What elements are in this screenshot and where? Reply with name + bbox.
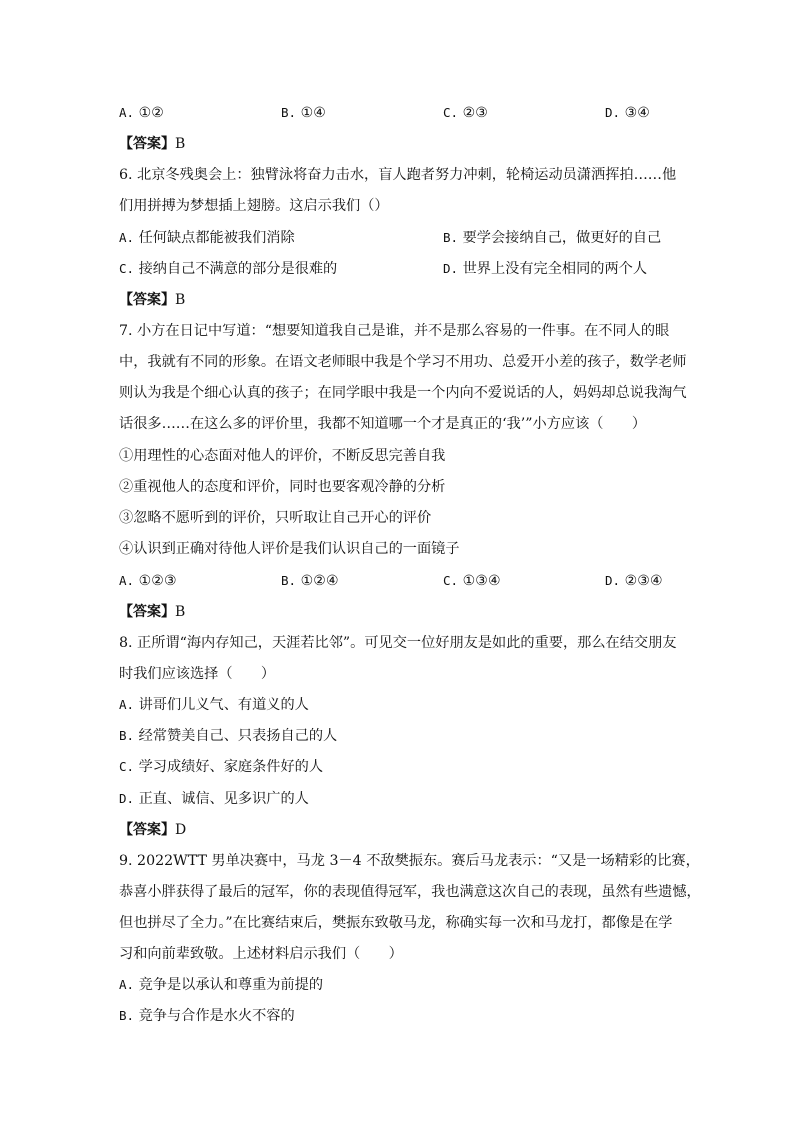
q7-item-2: ②重视他人的态度和评价，同时也要客观冷静的分析 xyxy=(119,479,446,495)
option-text: 正直、诚信、见多识广的人 xyxy=(138,791,309,807)
option-label: A. xyxy=(119,573,135,588)
q6-stem-line-1: 6. 北京冬残奥会上：独臂泳将奋力击水，盲人跑者努力冲刺，轮椅运动员潇洒挥拍……他 xyxy=(119,167,677,183)
q6-option-d xyxy=(443,259,647,279)
option-text: ③④ xyxy=(624,105,651,121)
q8-answer xyxy=(119,820,186,840)
option-text: ①②③ xyxy=(138,573,177,589)
option-text: 世界上没有完全相同的两个人 xyxy=(462,261,648,277)
option-label: B. xyxy=(119,728,135,743)
answer-label: 【答案】 xyxy=(119,136,175,152)
q9-option-a xyxy=(119,975,323,995)
option-text: ②③④ xyxy=(624,573,663,589)
option-label: C. xyxy=(443,573,459,588)
q7-option-a xyxy=(119,571,177,591)
option-label: D. xyxy=(119,791,135,806)
option-label: C. xyxy=(119,261,135,276)
q7-item-4: ④认识到正确对待他人评价是我们认识自己的一面镜子 xyxy=(119,541,460,557)
answer-value: B xyxy=(175,604,186,620)
option-label: C. xyxy=(119,759,135,774)
q8-option-c xyxy=(119,757,323,777)
option-label: B. xyxy=(281,105,297,120)
q7-option-b xyxy=(281,571,339,591)
q7-stem-line-4: 话很多……在这么多的评价里，我都不知道哪一个才是真正的‘我’”小方应该（ ） xyxy=(119,416,647,432)
q5-option-b xyxy=(281,103,326,123)
option-text: ②③ xyxy=(462,105,489,121)
answer-value: B xyxy=(175,136,186,152)
answer-value: B xyxy=(175,292,186,308)
q7-option-d xyxy=(605,571,663,591)
option-label: B. xyxy=(119,1008,135,1023)
q7-stem-line-3: 则认为我是个细心认真的孩子；在同学眼中我是一个内向不爱说话的人，妈妈却总说我淘气 xyxy=(119,385,687,401)
answer-label: 【答案】 xyxy=(119,292,175,308)
option-text: 讲哥们儿义气、有道义的人 xyxy=(138,697,309,713)
q5-option-c xyxy=(443,103,488,123)
option-text: 任何缺点都能被我们消除 xyxy=(138,230,295,246)
q7-stem-line-1: 7. 小方在日记中写道：“想要知道我自己是谁，并不是那么容易的一件事。在不同人的眼 xyxy=(119,323,670,339)
q5-option-a xyxy=(119,103,164,123)
option-text: 竞争与合作是水火不容的 xyxy=(138,1008,295,1024)
answer-label: 【答案】 xyxy=(119,822,175,838)
q9-stem-line-4: 习和向前辈致敬。上述材料启示我们（ ） xyxy=(119,946,403,962)
q7-item-3: ③忽略不愿听到的评价，只听取让自己开心的评价 xyxy=(119,510,432,526)
q6-option-c xyxy=(119,259,337,279)
q9-stem-line-3: 但也拼尽了全力。”在比赛结束后，樊振东致敬马龙，称确实每一次和马龙打，都像是在学 xyxy=(119,915,673,931)
q7-stem-line-2: 中，我就有不同的形象。在语文老师眼中我是个学习不用功、总爱开小差的孩子，数学老师 xyxy=(119,354,687,370)
option-text: ①③④ xyxy=(462,573,501,589)
option-text: 要学会接纳自己，做更好的自己 xyxy=(462,230,662,246)
q8-option-b xyxy=(119,726,337,746)
option-text: 竞争是以承认和尊重为前提的 xyxy=(138,977,324,993)
option-label: D. xyxy=(605,105,621,120)
answer-value: D xyxy=(175,822,187,838)
option-label: B. xyxy=(281,573,297,588)
option-label: C. xyxy=(443,105,459,120)
q9-stem-line-1: 9. 2022WTT 男单决赛中，马龙 3－4 不敌樊振东。赛后马龙表示：“又是一场精彩的比赛， xyxy=(119,853,700,869)
option-label: A. xyxy=(119,697,135,712)
q5-option-d xyxy=(605,103,650,123)
option-text: 经常赞美自己、只表扬自己的人 xyxy=(138,728,338,744)
q7-item-1: ①用理性的心态面对他人的评价，不断反思完善自我 xyxy=(119,448,446,464)
q6-option-b xyxy=(443,228,661,248)
q6-answer xyxy=(119,290,185,310)
q8-stem-line-2: 时我们应该选择（ ） xyxy=(119,666,276,682)
q8-stem-line-1: 8. 正所谓“海内存知己，天涯若比邻”。可见交一位好朋友是如此的重要，那么在结交朋友 xyxy=(119,635,677,651)
option-label: D. xyxy=(443,261,459,276)
option-label: D. xyxy=(605,573,621,588)
q6-option-a xyxy=(119,228,295,248)
option-label: A. xyxy=(119,105,135,120)
option-text: ①④ xyxy=(300,105,327,121)
option-text: ①② xyxy=(138,105,165,121)
q5-answer xyxy=(119,134,185,154)
q7-option-c xyxy=(443,571,501,591)
q6-stem-line-2: 们用拼搏为梦想插上翅膀。这启示我们（） xyxy=(119,198,389,214)
option-text: 学习成绩好、家庭条件好的人 xyxy=(138,759,324,775)
q8-option-d xyxy=(119,789,309,809)
option-label: A. xyxy=(119,977,135,992)
q9-option-b xyxy=(119,1006,295,1026)
q7-answer xyxy=(119,602,185,622)
option-label: B. xyxy=(443,230,459,245)
q8-option-a xyxy=(119,695,309,715)
answer-label: 【答案】 xyxy=(119,604,175,620)
option-text: ①②④ xyxy=(300,573,339,589)
option-label: A. xyxy=(119,230,135,245)
q9-stem-line-2: 恭喜小胖获得了最后的冠军，你的表现值得冠军，我也满意这次自己的表现，虽然有些遗憾， xyxy=(119,884,701,900)
option-text: 接纳自己不满意的部分是很难的 xyxy=(138,261,338,277)
